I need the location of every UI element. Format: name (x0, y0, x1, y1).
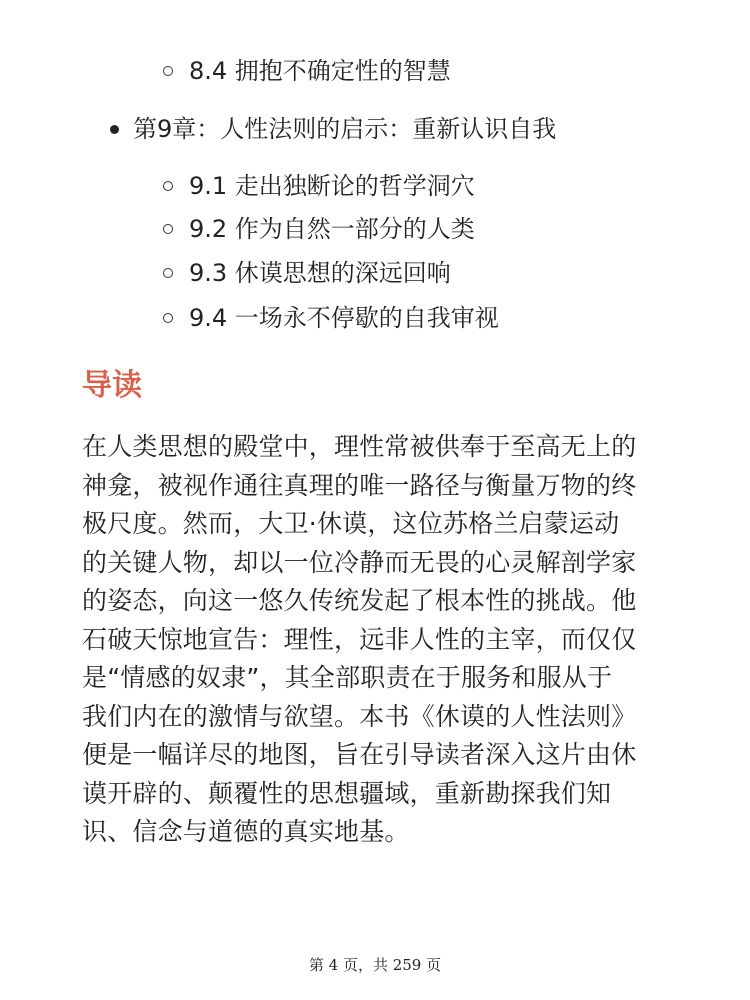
toc-item-label: 8.4 拥抱不确定性的智慧 (189, 57, 451, 85)
paragraph-line: 在人类思想的殿堂中，理性常被供奉于至高无上的 (82, 432, 637, 461)
toc-item-9-4[interactable] (163, 302, 499, 334)
paragraph-line: 我们内在的激情与欲望。本书《休谟的人性法则》 (82, 701, 637, 731)
toc-item-9-3[interactable] (163, 257, 451, 289)
paragraph-line: 识、信念与道德的真实地基。 (82, 817, 410, 846)
toc-item-8-4[interactable] (163, 55, 451, 87)
toc-chapter-label: 第9章：人性法则的启示：重新认识自我 (133, 115, 557, 143)
paragraph-line: 神龛，被视作通往真理的唯一路径与衡量万物的终 (82, 470, 637, 500)
hollow-bullet-icon (163, 224, 173, 234)
paragraph-line: 极尺度。然而，大卫·休谟，这位苏格兰启蒙运动 (82, 509, 620, 538)
page-footer: 第 4 页，共 259 页 (308, 956, 442, 974)
paragraph-line: 的关键人物，却以一位冷静而无畏的心灵解剖学家 (82, 547, 637, 577)
hollow-bullet-icon (163, 268, 173, 278)
toc-item-label: 9.1 走出独断论的哲学洞穴 (189, 172, 475, 200)
paragraph-line: 便是一幅详尽的地图，旨在引导读者深入这片由休 (82, 740, 637, 769)
paragraph-line: 谟开辟的、颠覆性的思想疆域，重新勘探我们知 (82, 778, 612, 808)
paragraph-line: 是“情感的奴隶”，其全部职责在于服务和服从于 (82, 663, 613, 692)
toc-item-9-2[interactable] (163, 213, 475, 245)
toc-chapter-9[interactable] (110, 113, 556, 145)
toc-item-9-1[interactable] (163, 170, 475, 202)
toc-item-label: 9.3 休谟思想的深远回响 (189, 259, 451, 287)
solid-bullet-icon (110, 125, 119, 134)
hollow-bullet-icon (163, 181, 173, 191)
hollow-bullet-icon (163, 313, 173, 323)
toc-item-label: 9.2 作为自然一部分的人类 (189, 215, 475, 243)
paragraph-line: 的姿态，向这一悠久传统发起了根本性的挑战。他 (82, 586, 637, 615)
paragraph-line: 石破天惊地宣告：理性，远非人性的主宰，而仅仅 (82, 624, 637, 654)
hollow-bullet-icon (163, 66, 173, 76)
section-heading: 导读 (82, 368, 142, 403)
body-paragraph (82, 428, 682, 852)
toc-item-label: 9.4 一场永不停歇的自我审视 (189, 304, 499, 332)
